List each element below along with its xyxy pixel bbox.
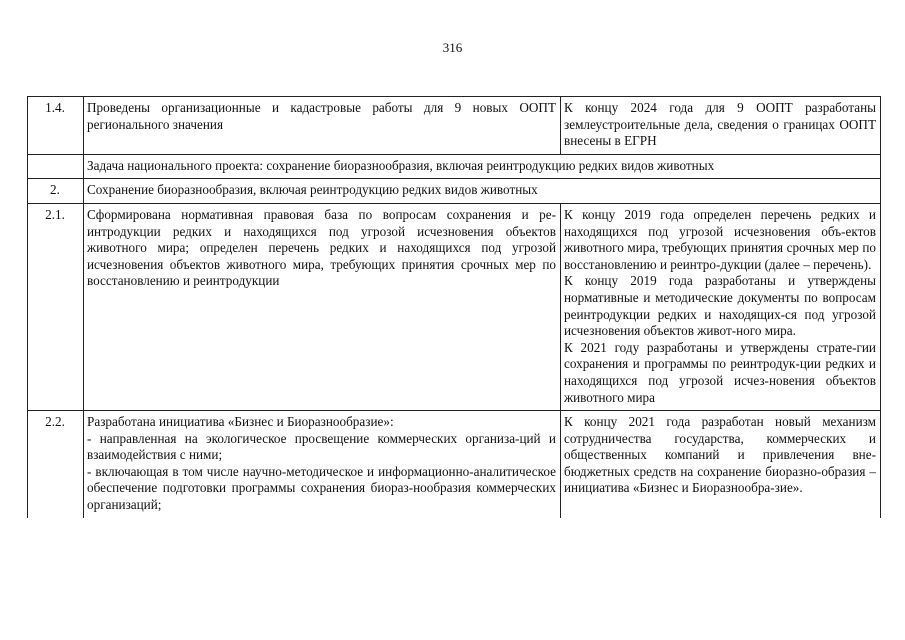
result-text: К концу 2024 года для 9 ООПТ разработаны землеустроительные дела, сведения о границах ООПТ внесены в ЕГРН [561, 97, 881, 155]
section-heading: Сохранение биоразнообразия, включая реинтродукцию редких видов животных [84, 179, 881, 204]
result-cell [561, 203, 881, 410]
measure-text: Проведены организационные и кадастровые работы для 9 новых ООПТ регионального значения [84, 97, 561, 155]
measures-table [27, 96, 881, 518]
table-row [28, 203, 881, 410]
table-row [28, 179, 881, 204]
initiative-item: - направленная на экологическое просвещение коммерческих организа-ций и взаимодействия с ними; [87, 430, 556, 463]
table-row [28, 97, 881, 155]
table-row [28, 411, 881, 518]
initiative-title: Разработана инициатива «Бизнес и Биоразнообразие»: [87, 414, 394, 430]
task-heading: Задача национального проекта: сохранение биоразнообразия, включая реинтродукцию редких видов животных [84, 154, 881, 179]
measure-text: Сформирована нормативная правовая база по вопросам сохранения и ре-интродукции редких и находящихся под угрозой исчезновения объектов животного мира; определен перечень редких и находящихся под угрозой исчезновения объектов животного мира, требующих принятия срочных мер по восстановлению и реинтродукции [84, 203, 561, 410]
result-paragraph: К 2021 году разработаны и утверждены страте-гии сохранения и программы по реинтродук-ции редких и находящихся под угрозой исчез-новения объектов животного мира [564, 339, 876, 405]
row-number: 2. [28, 179, 84, 204]
row-number: 2.1. [28, 203, 84, 410]
result-paragraph: К концу 2019 года разработаны и утверждены нормативные и методические документы по вопросам реинтродукции редких и находящих-ся под угрозой исчезновения объектов живот-ного мира. [564, 273, 876, 339]
table-row [28, 154, 881, 179]
row-number: 2.2. [28, 411, 84, 518]
row-number-empty [28, 154, 84, 179]
measure-cell [84, 411, 561, 518]
row-number: 1.4. [28, 97, 84, 155]
initiative-item: - включающая в том числе научно-методическое и информационно-аналитическое обеспечение подготовки программы сохранения биораз-нообразия коммерческих организаций; [87, 463, 556, 513]
result-text: К концу 2021 года разработан новый механизм сотрудничества государства, коммерческих и общественных компаний и привлечения вне-бюджетных средств на сохранение биоразно-образия – инициатива «Бизнес и Биоразнообра-зие». [561, 411, 881, 518]
page-number: 316 [442, 40, 463, 55]
result-paragraph: К концу 2019 года определен перечень редких и находящихся под угрозой исчезновения объ-ектов животного мира, требующих принятия срочных мер по восстановлению и реинтро-дукции (далее – перечень). [564, 206, 876, 272]
